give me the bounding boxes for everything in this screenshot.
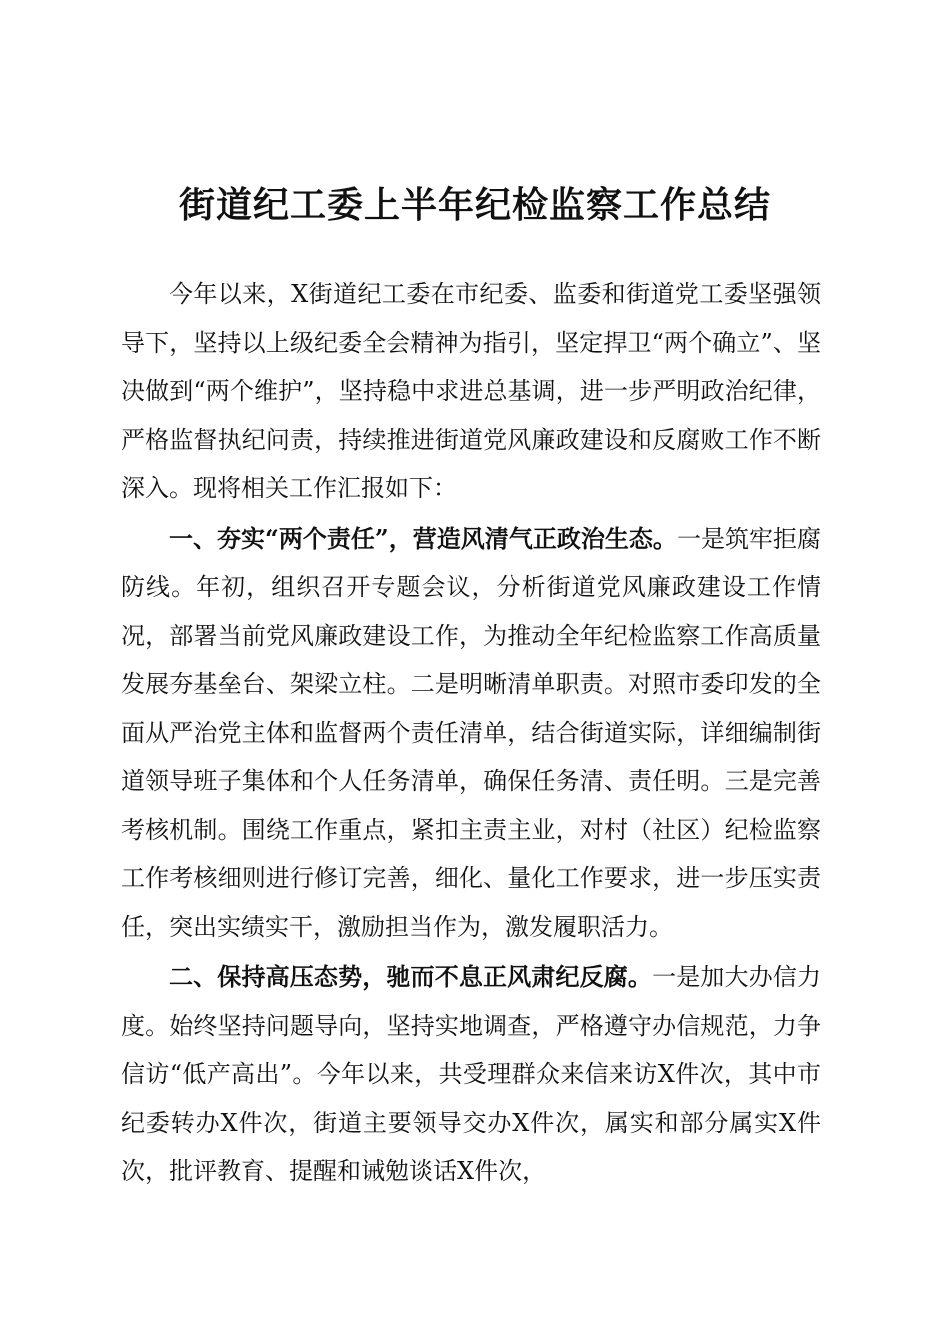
section-paragraph-1 xyxy=(121,515,821,952)
document-body xyxy=(121,270,821,1196)
section-heading-2: 二、保持高压态势，驰而不息正风肃纪反腐。 xyxy=(169,962,653,991)
section-paragraph-2 xyxy=(121,953,821,1196)
section-heading-1: 一、夯实“两个责任”，营造风清气正政治生态。 xyxy=(169,523,677,553)
document-title: 街道纪工委上半年纪检监察工作总结 xyxy=(178,184,771,226)
section-text-1: 一是筑牢拒腐防线。年初，组织召开专题会议，分析街道党风廉政建设工作情况，部署当前党风廉政建设工作，为推动全年纪检监察工作高质量发展夯基垒台、架梁立柱。二是明晰清单职责。对照市委印发的全面从严治党主体和监督两个责任清单，结合街道实际，详细编制街道领导班子集体和个人任务清单，确保任务清、责任明。三是完善考核机制。围绕工作重点，紧扣主责主业，对村（社区）纪检监察工作考核细则进行修订完善，细化、量化工作要求，进一步压实责任，突出实绩实干，激励担当作为，激发履职活力。 xyxy=(121,524,822,941)
intro-paragraph: 今年以来，X街道纪工委在市纪委、监委和街道党工委坚强领导下，坚持以上级纪委全会精神为指引，坚定捍卫“两个确立”、坚决做到“两个维护”，坚持稳中求进总基调，进一步严明政治纪律，严格监督执纪问责，持续推进街道党风廉政建设和反腐败工作不断深入。现将相关工作汇报如下： xyxy=(121,280,821,502)
section-text-2: 一是加大办信力度。始终坚持问题导向，坚持实地调查，严格遵守办信规范，力争信访“低产高出”。今年以来，共受理群众来信来访X件次，其中市纪委转办X件次，街道主要领导交办X件次，属实和部分属实X件次，批评教育、提醒和诫勉谈话X件次， xyxy=(121,963,822,1185)
